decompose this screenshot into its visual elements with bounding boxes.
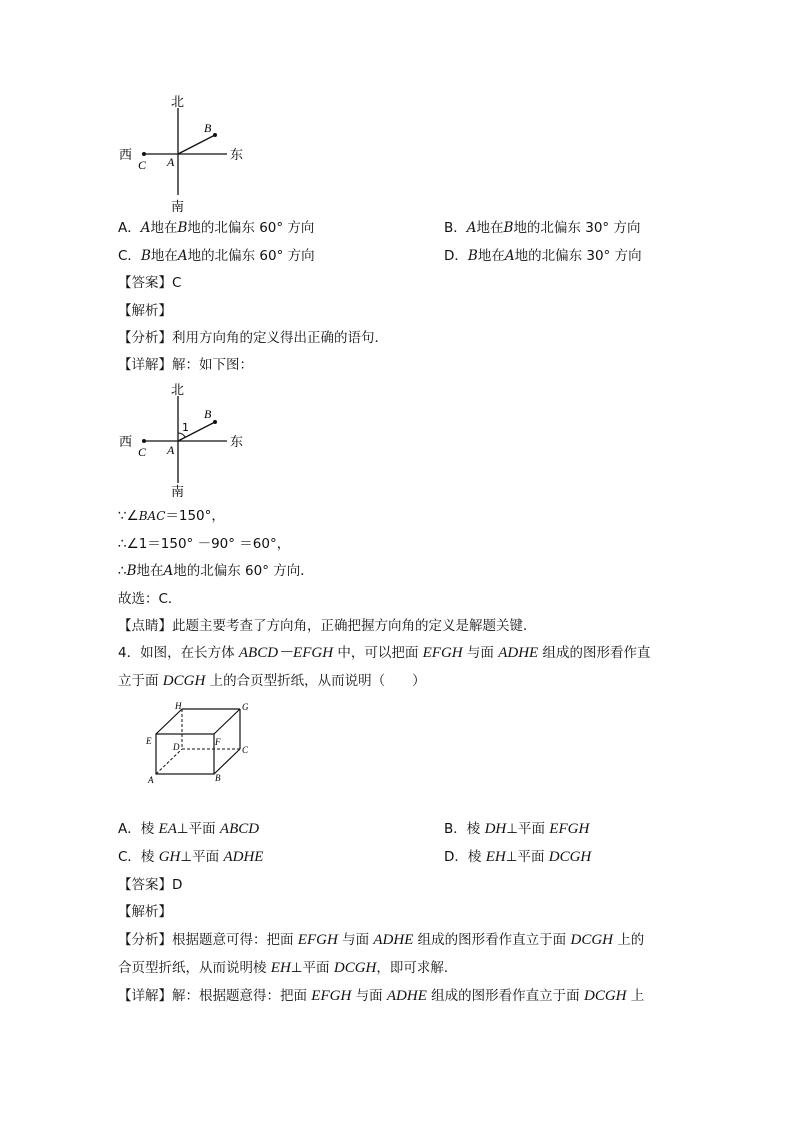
q4-option-d: D．棱 EH⊥平面 DCGH [444, 849, 592, 865]
q3-step-2: ∴∠1＝150° －90° ＝60°， [118, 536, 291, 552]
q3-option-a: A．A地在B地的北偏东 60° 方向 [118, 220, 315, 236]
vertex-a: A [148, 775, 154, 785]
point-c [142, 439, 146, 443]
q3-jiexi: 【解析】 [118, 303, 172, 319]
vertex-e: E [146, 736, 152, 746]
q3-step-3: ∴B地在A地的北偏东 60° 方向． [118, 563, 314, 579]
q4-answer: 【答案】D [118, 877, 183, 893]
edge-fg [214, 709, 240, 734]
q4-stem-line-1: 4．如图，在长方体 ABCD－EFGH 中，可以把面 EFGH 与面 ADHE 组成的图形看作直 [118, 645, 651, 661]
label-c: C [138, 445, 147, 459]
q4-option-a: A．棱 EA⊥平面 ABCD [118, 821, 260, 837]
q4-stem-line-2: 立于面 DCGH 上的合页型折纸，从而说明（ ） [118, 673, 426, 689]
vertex-c: C [242, 745, 249, 755]
q3-conclusion: 故选：C． [118, 591, 182, 607]
q3-fenxi: 【分析】利用方向角的定义得出正确的语句． [118, 330, 388, 346]
front-face [156, 734, 214, 774]
label-west: 西 [119, 435, 133, 450]
q4-fenxi-line-2: 合页型折纸，从而说明棱 EH⊥平面 DCGH，即可求解． [118, 960, 458, 976]
ray-ab [178, 135, 215, 154]
q3-step-1: ∵∠BAC＝150°， [118, 508, 225, 524]
label-b: B [204, 407, 212, 421]
q3-dianjing: 【点睛】此题主要考查了方向角，正确把握方向角的定义是解题关键． [118, 618, 537, 634]
vertex-b: B [215, 773, 221, 783]
label-east: 东 [230, 148, 244, 163]
q3-option-c: C．B地在A地的北偏东 60° 方向 [118, 248, 315, 264]
label-angle-1: 1 [182, 421, 189, 434]
compass-figure-2 [112, 378, 252, 503]
vertex-f: F [215, 737, 221, 747]
label-north: 北 [171, 95, 185, 110]
label-a: A [167, 155, 175, 169]
q4-xiangjie: 【详解】解：根据题意得：把面 EFGH 与面 ADHE 组成的图形看作直立于面 DCGH 上 [118, 988, 645, 1004]
edge-eh [156, 709, 182, 734]
q3-answer: 【答案】C [118, 275, 182, 291]
label-north: 北 [171, 383, 185, 398]
vertex-d: D [173, 742, 180, 752]
label-c: C [138, 158, 147, 172]
vertex-h: H [175, 701, 182, 711]
q4-jiexi: 【解析】 [118, 904, 172, 920]
q4-option-c: C．棱 GH⊥平面 ADHE [118, 849, 264, 865]
hidden-edge-ad [156, 749, 182, 774]
q3-xiangjie: 【详解】解：如下图： [118, 357, 253, 373]
edge-bc [214, 749, 240, 774]
point-c [142, 152, 146, 156]
q3-option-b: B．A地在B地的北偏东 30° 方向 [444, 220, 641, 236]
label-south: 南 [171, 485, 185, 500]
cuboid-figure [140, 700, 260, 792]
label-west: 西 [119, 148, 133, 163]
compass-figure-1 [112, 90, 252, 215]
q4-option-b: B．棱 DH⊥平面 EFGH [444, 821, 590, 837]
point-b [213, 420, 217, 424]
q3-option-d: D．B地在A地的北偏东 30° 方向 [444, 248, 642, 264]
label-b: B [204, 121, 212, 135]
label-east: 东 [230, 435, 244, 450]
label-a: A [167, 443, 175, 457]
vertex-g: G [242, 702, 249, 712]
point-b [213, 133, 217, 137]
label-south: 南 [171, 200, 185, 215]
q4-fenxi-line-1: 【分析】根据题意可得：把面 EFGH 与面 ADHE 组成的图形看作直立于面 DCGH 上的 [118, 932, 645, 948]
